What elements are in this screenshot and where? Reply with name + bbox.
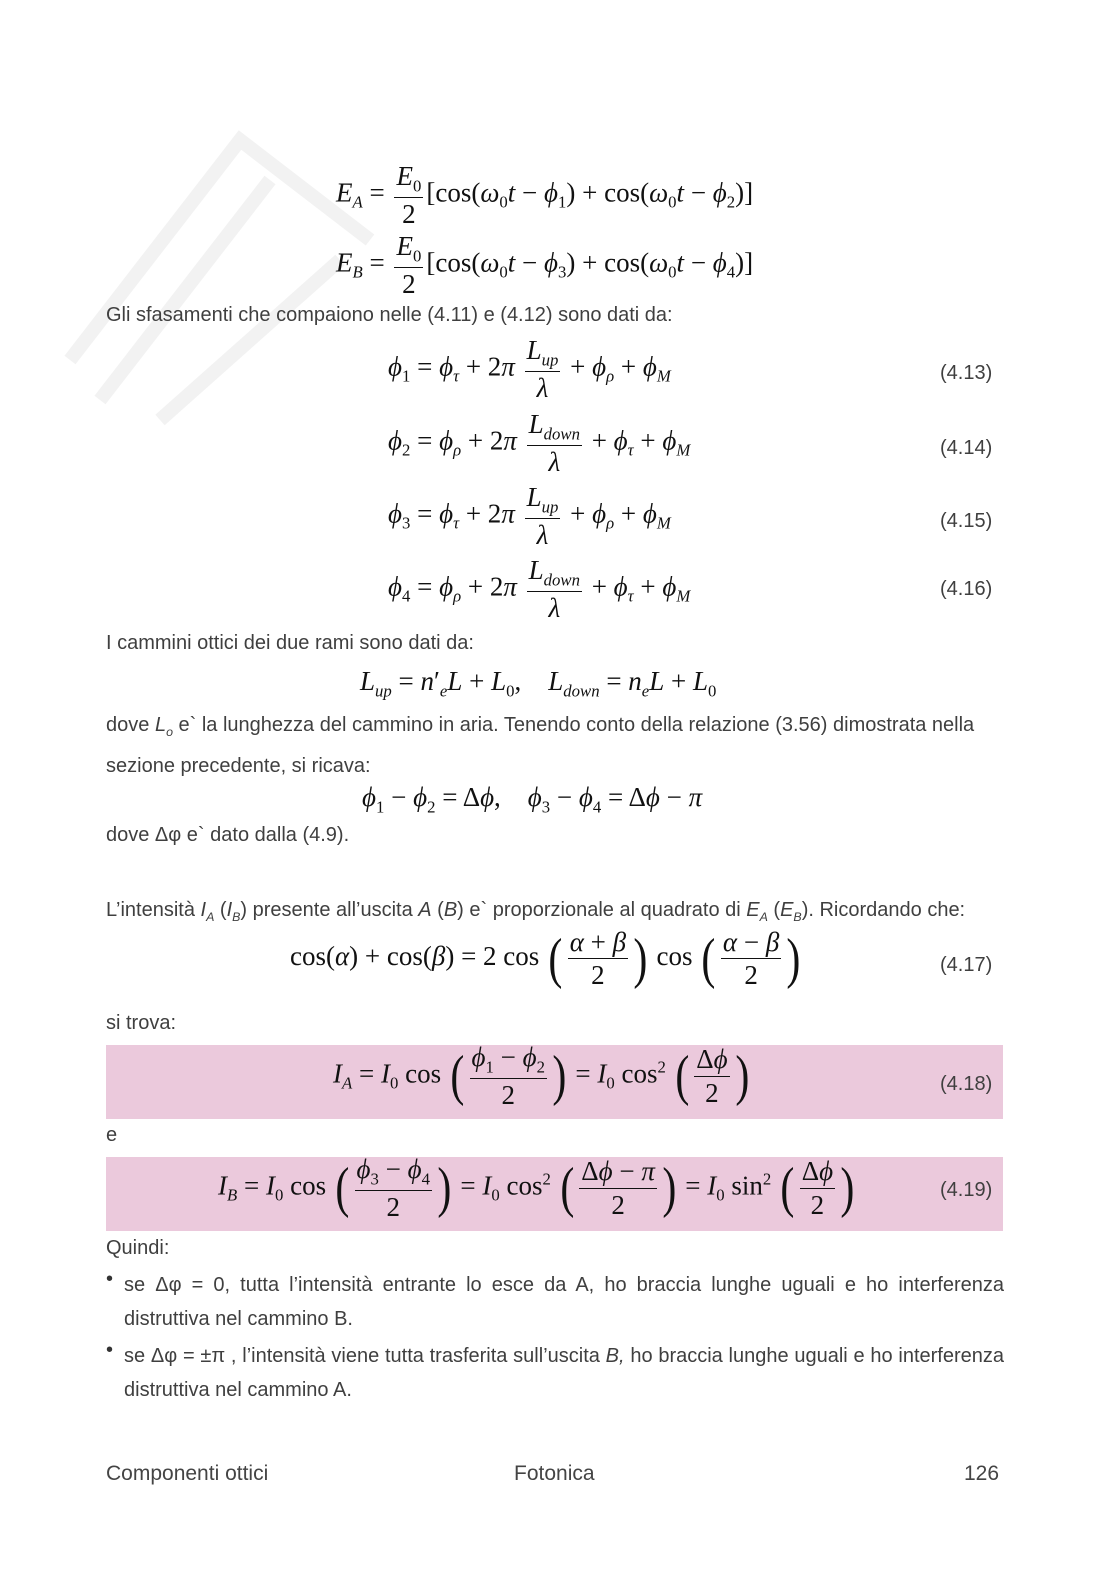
equation-number-4-15: (4.15) (940, 510, 993, 532)
text-fragment: L’intensità (106, 899, 201, 921)
equation-ib: $I_B = I_0$ cos ( $\frac{\phi_3 - \phi_4}{2}$ ) = $I_0$ $\cos^2$ ( $\frac{\Delta\phi - \pi}{2}$ ) = $I_0$ $\sin^2$ ( $\frac{\Delta\phi}{2}$ ) (218, 1154, 855, 1222)
text-fragment: ho braccia lunghe uguali e ho interferenza distruttiva nel cammino A. (124, 1345, 1005, 1401)
footer-chapter: Componenti ottici (106, 1462, 269, 1485)
equation-number-4-18: (4.18) (940, 1073, 993, 1095)
text-fragment-italic: B, (605, 1345, 625, 1367)
equation-cos-identity: cos(α) + cos(β) = 2 cos ( $\frac{\alpha + \beta}{2}$ ) cos ( $\frac{\alpha - \beta}{2}$ ) (290, 927, 801, 991)
text-fragment: . Ricordando che: (808, 899, 966, 921)
equation-ia: $I_A = I_0$ cos ( $\frac{\phi_1 - \phi_2}{2}$ ) = $I_0$ $\cos^2$ ( $\frac{\Delta\phi}{2}$ ) (333, 1042, 749, 1110)
equation-number-4-17: (4.17) (940, 954, 993, 976)
bullet-item-1: se Δφ = 0, tutta l’intensità entrante lo esce da A, ho braccia lunghe uguali e ho interferenza distruttiva nel cammino B. (124, 1274, 1004, 1330)
bullet-dot-2: • (106, 1339, 114, 1361)
paragraph-intensity: L’intensità $I_A$ $(I_B)$ presente all’uscita A (B) e` proporzionale al quadrato di $E_A$ $(E_B)$. Ricordando che: (106, 899, 966, 924)
equation-phi1: $\phi_1 = \phi_\tau + 2\pi$ $\frac{L_{up}}{\lambda}$ + $\phi_\rho + \phi_M$ (388, 335, 671, 403)
bullet-dot-1: • (106, 1268, 114, 1290)
equation-number-4-19: (4.19) (940, 1179, 993, 1201)
equation-phi4: $\phi_4 = \phi_\rho + 2\pi$ $\frac{L_{down}}{\lambda}$ + $\phi_\tau + \phi_M$ (388, 555, 691, 623)
equation-phase-difference: $\phi_1 - \phi_2 = \Delta\phi$, $\phi_3 - \phi_4 = \Delta\phi - \pi$ (362, 782, 703, 817)
paragraph-optical-paths: I cammini ottici dei due rami sono dati da: (106, 632, 474, 654)
text-fragment: e` la lunghezza del cammino in aria. Tenendo conto della relazione (3.56) dimostrata nella sezione precedente, si ricava: (106, 714, 975, 777)
equation-ea: $E_A$ = $\frac{E_0}{2}$ $[\cos(\omega_0t - \phi_1) + \cos(\omega_0t - \phi_2)]$ (336, 161, 754, 229)
paragraph-quindi: Quindi: (106, 1237, 170, 1259)
paragraph-delta-phi: dove Δφ e` dato dalla (4.9). (106, 824, 350, 846)
paragraph-l0-definition: dove $L_o$ e` la lunghezza del cammino in aria. Tenendo conto della relazione (3.56) dimostrata nella sezione precedente, si ricava: (106, 714, 975, 777)
text-fragment: se Δφ = ±π , l’intensità viene tutta trasferita sull’uscita (124, 1345, 606, 1367)
paragraph-si-trova: si trova: (106, 1012, 177, 1034)
paragraph-e: e (106, 1124, 118, 1146)
text-fragment: presente all’uscita (247, 899, 419, 921)
equation-phi2: $\phi_2 = \phi_\rho + 2\pi$ $\frac{L_{down}}{\lambda}$ + $\phi_\tau + \phi_M$ (388, 409, 691, 477)
equation-eb: $E_B$ = $\frac{E_0}{2}$ $[\cos(\omega_0t - \phi_3) + \cos(\omega_0t - \phi_4)]$ (336, 231, 754, 299)
equation-number-4-16: (4.16) (940, 578, 993, 600)
footer-page-number: 126 (964, 1462, 1000, 1485)
equation-optical-paths: $L_{up} = n'_eL + L_0$, $L_{down} = n_eL + L_0$ (360, 666, 717, 701)
text-fragment: e` proporzionale al quadrato di (463, 899, 747, 921)
equation-number-4-14: (4.14) (940, 437, 993, 459)
bullet-item-2 (124, 1339, 1004, 1407)
paragraph-phase-shifts: Gli sfasamenti che compaiono nelle (4.11) e (4.12) sono dati da: (106, 304, 673, 326)
footer-book-title: Fotonica (514, 1462, 595, 1485)
equation-number-4-13: (4.13) (940, 362, 993, 384)
text-fragment: dove (106, 714, 155, 736)
equation-phi3: $\phi_3 = \phi_\tau + 2\pi$ $\frac{L_{up}}{\lambda}$ + $\phi_\rho + \phi_M$ (388, 482, 671, 550)
